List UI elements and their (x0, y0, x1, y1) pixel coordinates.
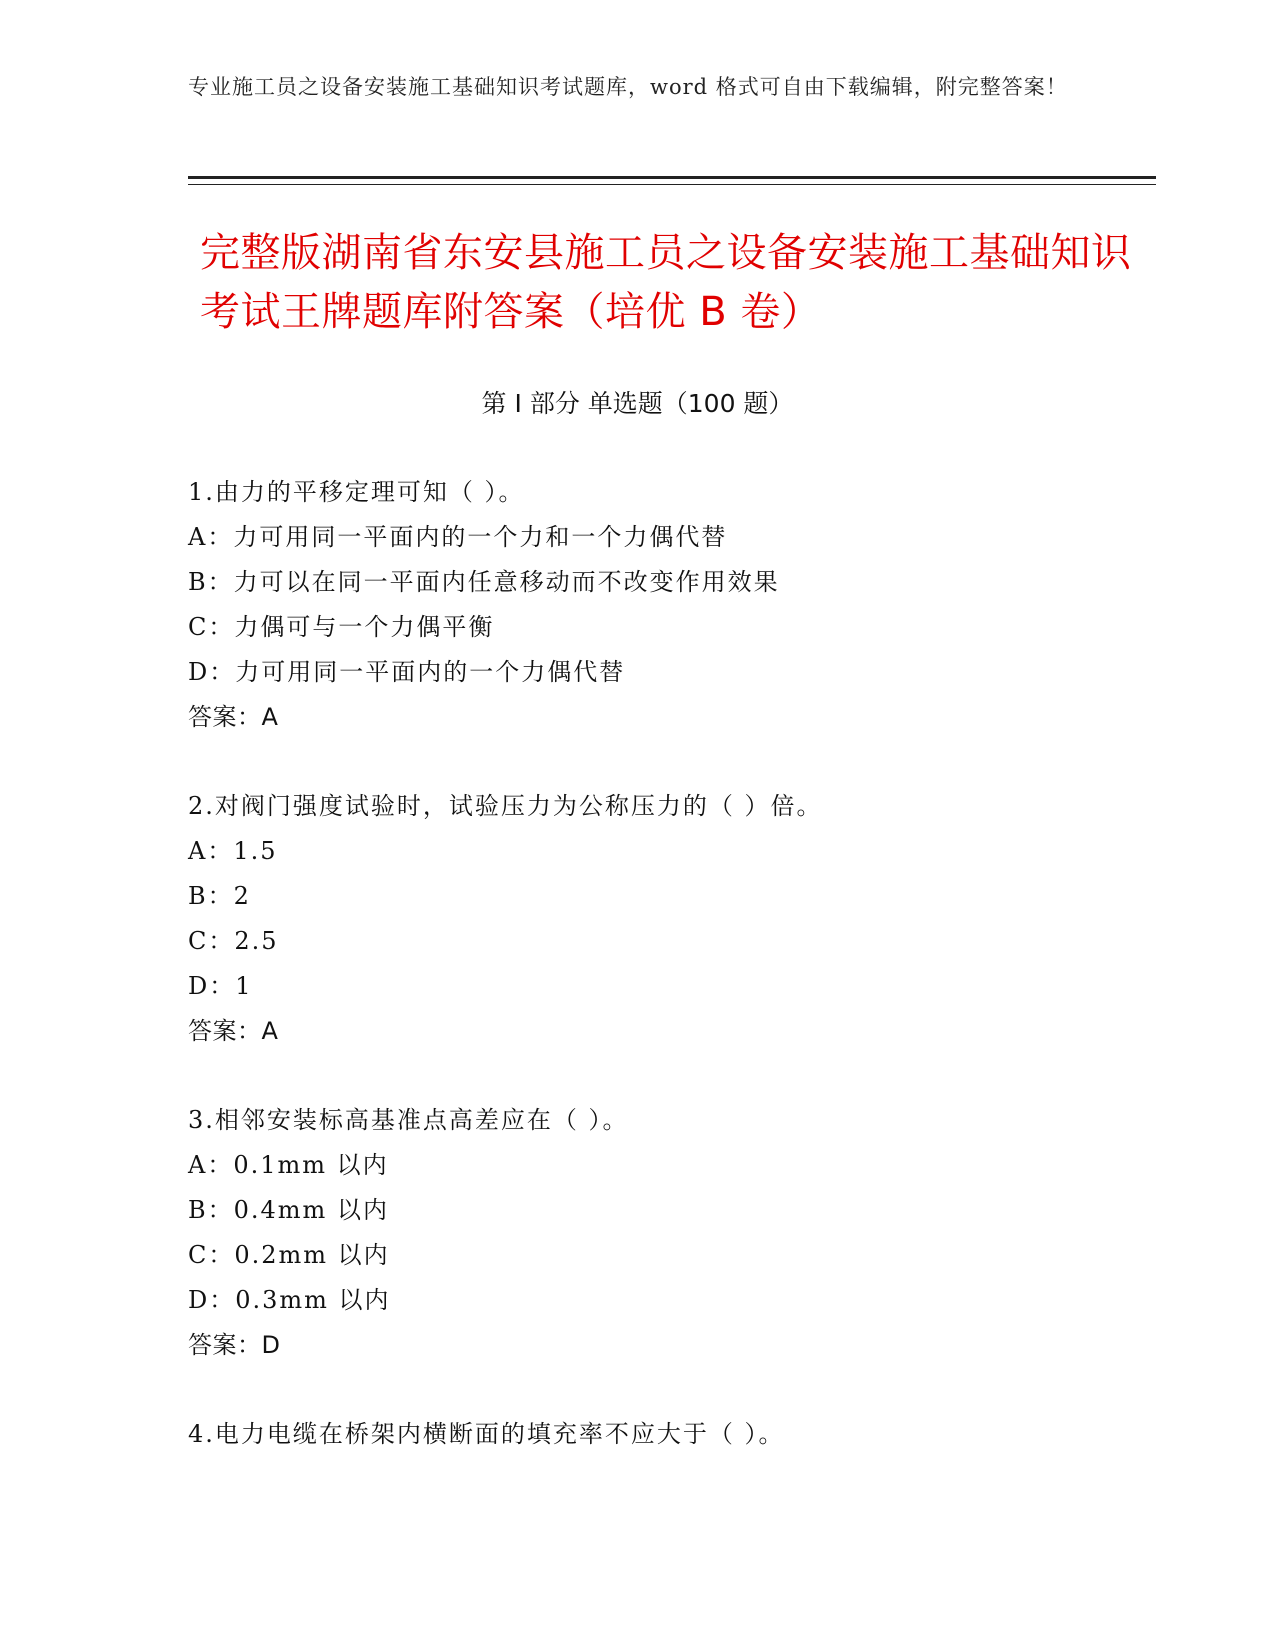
option-b: B：0.4mm 以内 (188, 1196, 389, 1224)
question-stem: 4.电力电缆在桥架内横断面的填充率不应大于（ ）。 (188, 1420, 785, 1448)
question-stem: 1.由力的平移定理可知（ ）。 (188, 478, 525, 506)
option-b: B：力可以在同一平面内任意移动而不改变作用效果 (188, 568, 780, 596)
question-block (188, 784, 1108, 1054)
question-block (188, 1412, 1108, 1457)
option-d: D：1 (188, 972, 253, 1000)
option-c: C：力偶可与一个力偶平衡 (188, 613, 495, 641)
answer-line: 答案：D (188, 1331, 281, 1359)
question-block (188, 1098, 1108, 1368)
section-title: 第 I 部分 单选题（100 题） (481, 389, 794, 418)
answer-line: 答案：A (188, 1017, 279, 1045)
option-b: B：2 (188, 882, 251, 910)
option-c: C：0.2mm 以内 (188, 1241, 390, 1269)
document-title: 完整版湖南省东安县施工员之设备安装施工基础知识考试王牌题库附答案（培优 B 卷） (200, 230, 1132, 335)
option-d: D：力可用同一平面内的一个力偶代替 (188, 658, 626, 686)
option-d: D：0.3mm 以内 (188, 1286, 391, 1314)
header-note: 专业施工员之设备安装施工基础知识考试题库，word 格式可自由下载编辑，附完整答案！ (188, 75, 1068, 99)
header-rule-thin (188, 184, 1156, 185)
option-a: A：0.1mm 以内 (188, 1151, 389, 1179)
header-rule-thick (188, 176, 1156, 179)
question-stem: 2.对阀门强度试验时，试验压力为公称压力的（ ）倍。 (188, 792, 823, 820)
answer-line: 答案：A (188, 703, 279, 731)
option-a: A：力可用同一平面内的一个力和一个力偶代替 (188, 523, 728, 551)
question-stem: 3.相邻安装标高基准点高差应在（ ）。 (188, 1106, 629, 1134)
question-block (188, 470, 1108, 740)
option-a: A：1.5 (188, 837, 278, 865)
option-c: C：2.5 (188, 927, 279, 955)
